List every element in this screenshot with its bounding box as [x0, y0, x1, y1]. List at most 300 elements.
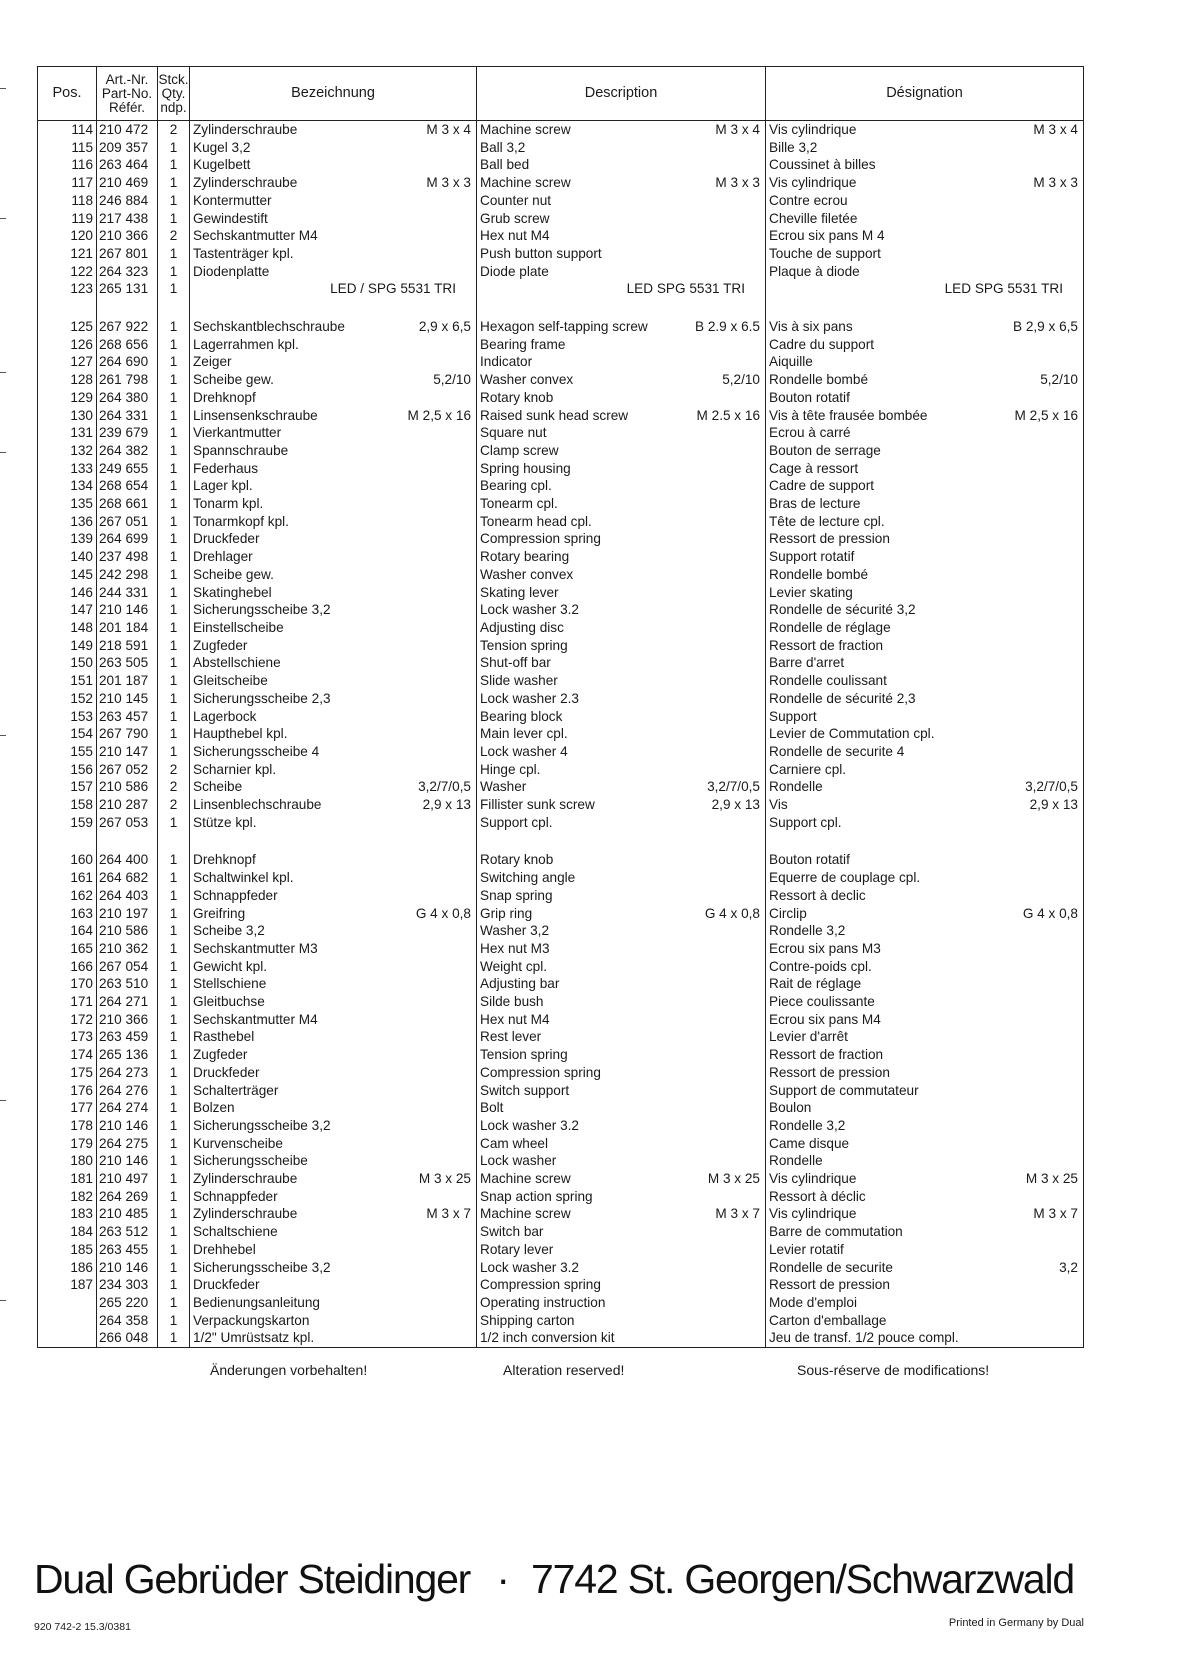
spec-en	[754, 530, 760, 548]
pos-cell	[38, 1294, 97, 1312]
pos-cell: 146	[38, 584, 97, 602]
description-en-cell	[477, 1294, 766, 1312]
description-de: Zylinderschraube	[193, 122, 298, 137]
description-en-cell	[477, 424, 766, 442]
description-en-wrap	[477, 263, 765, 281]
description-fr-wrap	[766, 958, 1083, 976]
description-de-wrap	[190, 1028, 476, 1046]
description-fr: Rondelle	[769, 779, 823, 795]
description-de-cell	[190, 139, 477, 157]
description-fr-cell	[766, 887, 1084, 905]
spec-fr	[1072, 1117, 1078, 1135]
description-de-wrap	[190, 1046, 476, 1064]
description-fr-wrap	[766, 690, 1083, 708]
qty-cell: 1	[158, 887, 190, 905]
description-fr: Support de commutateur	[769, 1082, 919, 1098]
description-de-cell	[190, 654, 477, 672]
description-en: Switch support	[480, 1082, 570, 1098]
part-number-cell: 210 472	[97, 121, 158, 139]
col-header-art-en: Part-No.	[101, 85, 153, 101]
description-de: Scheibe	[193, 779, 243, 795]
description-fr-cell	[766, 601, 1084, 619]
spec-en	[754, 1329, 760, 1347]
margin-mark	[0, 735, 6, 736]
row-spacer	[38, 831, 1084, 851]
description-de-wrap	[190, 940, 476, 958]
description-de-wrap	[190, 1223, 476, 1241]
qty-cell: 1	[158, 690, 190, 708]
pos-cell: 114	[38, 121, 97, 139]
part-number-cell: 264 323	[97, 263, 158, 281]
qty-cell: 1	[158, 139, 190, 157]
spec-de	[465, 1241, 471, 1259]
description-en-wrap	[477, 1205, 765, 1223]
col-header-art	[97, 67, 158, 121]
description-fr-cell	[766, 690, 1084, 708]
spec-en	[754, 566, 760, 584]
description-fr-cell	[766, 1152, 1084, 1170]
description-fr-cell	[766, 371, 1084, 389]
description-en: Grub screw	[480, 210, 550, 226]
description-en-cell	[477, 371, 766, 389]
spec-fr: M 3 x 3	[1033, 175, 1078, 191]
qty-cell: 1	[158, 1329, 190, 1347]
description-de-wrap	[190, 548, 476, 566]
spacer-cell	[766, 298, 1084, 318]
table-row	[38, 601, 1084, 619]
qty-cell: 1	[158, 1188, 190, 1206]
pos-cell: 166	[38, 958, 97, 976]
part-number-cell: 263 459	[97, 1028, 158, 1046]
pos-cell: 129	[38, 389, 97, 407]
description-en-cell	[477, 336, 766, 354]
description-de: Stütze kpl.	[193, 814, 257, 830]
table-row	[38, 654, 1084, 672]
qty-cell: 1	[158, 548, 190, 566]
table-row	[38, 495, 1084, 513]
description-fr: Vis cylindrique	[769, 175, 857, 191]
pos-cell: 131	[38, 424, 97, 442]
spec-en	[754, 424, 760, 442]
part-number-cell: 263 505	[97, 654, 158, 672]
description-en-wrap	[477, 975, 765, 993]
description-en: Lock washer 3.2	[480, 602, 579, 618]
spec-fr	[1072, 1188, 1078, 1206]
description-fr: Ressort de pression	[769, 1064, 890, 1080]
description-fr-wrap	[766, 156, 1083, 174]
qty-cell: 1	[158, 905, 190, 923]
description-de-cell	[190, 851, 477, 869]
description-en-wrap	[477, 1135, 765, 1153]
table-row	[38, 548, 1084, 566]
description-de-cell	[190, 958, 477, 976]
description-de-wrap	[190, 796, 476, 814]
description-de-cell	[190, 1188, 477, 1206]
description-fr-wrap	[766, 778, 1083, 796]
description-en-wrap	[477, 424, 765, 442]
qty-cell: 1	[158, 1223, 190, 1241]
description-de-cell	[190, 869, 477, 887]
pos-cell: 164	[38, 922, 97, 940]
spec-de	[465, 389, 471, 407]
spec-de: 2,9 x 6,5	[418, 319, 471, 335]
description-de-cell	[190, 353, 477, 371]
spec-fr	[1072, 336, 1078, 354]
qty-cell: 1	[158, 743, 190, 761]
description-en-cell	[477, 993, 766, 1011]
description-de-cell	[190, 778, 477, 796]
description-fr-wrap	[766, 245, 1083, 263]
description-en-cell	[477, 1223, 766, 1241]
description-en: Skating lever	[480, 584, 559, 600]
description-de-wrap	[190, 336, 476, 354]
description-fr-cell	[766, 1312, 1084, 1330]
description-en: Snap spring	[480, 887, 553, 903]
spec-de	[465, 1294, 471, 1312]
description-fr-cell	[766, 1223, 1084, 1241]
spec-de: M 3 x 4	[426, 122, 471, 137]
table-row	[38, 1294, 1084, 1312]
description-de-cell	[190, 513, 477, 531]
document-number: 920 742-2 15.3/0381	[34, 1621, 131, 1633]
description-de: Bedienungsanleitung	[193, 1295, 320, 1310]
qty-cell: 1	[158, 654, 190, 672]
description-fr-wrap	[766, 513, 1083, 531]
spec-de	[465, 442, 471, 460]
spec-de	[465, 1046, 471, 1064]
company-line	[34, 1556, 1074, 1603]
pos-cell: 136	[38, 513, 97, 531]
description-fr-wrap	[766, 174, 1083, 192]
qty-cell: 1	[158, 1135, 190, 1153]
description-de-cell	[190, 1223, 477, 1241]
description-en: Tension spring	[480, 637, 568, 653]
spec-fr	[1072, 548, 1078, 566]
spec-en	[754, 1011, 760, 1029]
description-de-cell	[190, 940, 477, 958]
description-fr: Ressort de pression	[769, 531, 890, 547]
description-de: Druckfeder	[193, 1064, 260, 1080]
description-de-wrap	[190, 905, 476, 923]
description-fr-cell	[766, 637, 1084, 655]
description-en-wrap	[477, 1276, 765, 1294]
part-number-cell: 264 380	[97, 389, 158, 407]
description-de-wrap	[190, 869, 476, 887]
description-en: Washer convex	[480, 566, 574, 582]
pos-cell: 181	[38, 1170, 97, 1188]
spec-de	[465, 922, 471, 940]
pos-cell: 171	[38, 993, 97, 1011]
description-fr-cell	[766, 513, 1084, 531]
description-de-wrap	[190, 1329, 476, 1347]
spec-de	[465, 530, 471, 548]
table-row	[38, 619, 1084, 637]
description-en-cell	[477, 1046, 766, 1064]
spec-en	[754, 513, 760, 531]
description-fr: Rondelle bombé	[769, 372, 868, 388]
qty-cell: 1	[158, 1312, 190, 1330]
spec-en	[754, 460, 760, 478]
part-number-cell: 210 287	[97, 796, 158, 814]
part-number-cell: 264 269	[97, 1188, 158, 1206]
spec-en	[754, 1188, 760, 1206]
table-row	[38, 1170, 1084, 1188]
description-de: Schnappfeder	[193, 887, 278, 903]
description-fr-cell	[766, 1028, 1084, 1046]
spec-fr	[1072, 1011, 1078, 1029]
description-en-cell	[477, 227, 766, 245]
description-en-cell	[477, 690, 766, 708]
description-fr-cell	[766, 460, 1084, 478]
description-fr-cell	[766, 280, 1084, 298]
description-en: Weight cpl.	[480, 958, 547, 974]
description-de: Kugel 3,2	[193, 139, 251, 155]
description-de-wrap	[190, 121, 476, 139]
description-en: Square nut	[480, 425, 547, 441]
description-de: Drehlager	[193, 549, 253, 565]
spec-fr: 2,9 x 13	[1029, 797, 1078, 813]
description-fr-wrap	[766, 654, 1083, 672]
part-number-cell: 267 054	[97, 958, 158, 976]
pos-cell: 165	[38, 940, 97, 958]
spec-fr	[1072, 477, 1078, 495]
spec-fr: M 3 x 4	[1033, 122, 1078, 137]
qty-cell: 1	[158, 336, 190, 354]
description-fr-cell	[766, 672, 1084, 690]
description-en: Bearing frame	[480, 336, 566, 352]
description-en: Machine screw	[480, 122, 571, 137]
part-number-cell: 234 303	[97, 1276, 158, 1294]
part-number-cell: 242 298	[97, 566, 158, 584]
part-number-cell: 210 197	[97, 905, 158, 923]
description-fr-cell	[766, 1205, 1084, 1223]
spec-de	[465, 993, 471, 1011]
description-de: Sechskantmutter M4	[193, 1011, 318, 1027]
spec-en	[754, 619, 760, 637]
description-de-wrap	[190, 1064, 476, 1082]
description-de-wrap	[190, 530, 476, 548]
description-de-cell	[190, 1082, 477, 1100]
pos-cell: 161	[38, 869, 97, 887]
part-number-cell: 267 052	[97, 761, 158, 779]
description-en-wrap	[477, 210, 765, 228]
description-de-wrap	[190, 725, 476, 743]
table-row	[38, 725, 1084, 743]
description-de: Bolzen	[193, 1100, 235, 1116]
part-number-cell: 264 699	[97, 530, 158, 548]
qty-cell: 1	[158, 1082, 190, 1100]
description-de: Scharnier kpl.	[193, 761, 277, 777]
spec-de	[465, 566, 471, 584]
description-de: Lagerbock	[193, 708, 257, 724]
description-en-cell	[477, 121, 766, 139]
description-fr: Barre de commutation	[769, 1224, 903, 1240]
description-de-cell	[190, 1135, 477, 1153]
description-fr-wrap	[766, 708, 1083, 726]
qty-cell: 1	[158, 424, 190, 442]
spec-de: 5,2/10	[433, 372, 471, 388]
description-en-cell	[477, 869, 766, 887]
description-fr-wrap	[766, 887, 1083, 905]
description-fr-cell	[766, 1259, 1084, 1277]
description-en-cell	[477, 905, 766, 923]
spec-de: G 4 x 0,8	[415, 905, 471, 921]
pos-cell: 135	[38, 495, 97, 513]
description-de-cell	[190, 672, 477, 690]
description-fr: Rondelle de sécurité 2,3	[769, 690, 916, 706]
description-de-cell	[190, 566, 477, 584]
description-en-cell	[477, 1259, 766, 1277]
table-row	[38, 477, 1084, 495]
description-fr-cell	[766, 566, 1084, 584]
pos-cell	[38, 1312, 97, 1330]
description-fr-wrap	[766, 1011, 1083, 1029]
description-fr: Mode d'emploi	[769, 1295, 857, 1310]
description-de-cell	[190, 1046, 477, 1064]
description-fr-cell	[766, 318, 1084, 336]
description-fr-wrap	[766, 905, 1083, 923]
description-de: Kugelbett	[193, 157, 251, 173]
description-de-wrap	[190, 1205, 476, 1223]
description-en-cell	[477, 280, 766, 298]
description-de: Scheibe gew.	[193, 372, 274, 388]
description-fr-wrap	[766, 814, 1083, 832]
spec-en	[754, 353, 760, 371]
description-de: Stellschiene	[193, 976, 267, 992]
description-de-cell	[190, 796, 477, 814]
description-fr-cell	[766, 743, 1084, 761]
margin-mark	[0, 88, 6, 89]
description-fr-wrap	[766, 940, 1083, 958]
table-row	[38, 690, 1084, 708]
description-en-cell	[477, 1099, 766, 1117]
part-number-cell: 210 366	[97, 1011, 158, 1029]
table-row	[38, 905, 1084, 923]
description-de-cell	[190, 1329, 477, 1347]
description-de-wrap	[190, 1241, 476, 1259]
table-row	[38, 814, 1084, 832]
description-fr-wrap	[766, 121, 1083, 139]
spec-en	[754, 389, 760, 407]
description-fr-wrap	[766, 637, 1083, 655]
description-en-cell	[477, 477, 766, 495]
printed-note: Printed in Germany by Dual	[948, 1617, 1084, 1629]
description-de-cell	[190, 210, 477, 228]
description-de: Kontermutter	[193, 192, 272, 208]
description-de-wrap	[190, 227, 476, 245]
description-en: Machine screw	[480, 1171, 571, 1187]
spacer-cell	[158, 298, 190, 318]
table-row	[38, 192, 1084, 210]
pos-cell: 159	[38, 814, 97, 832]
qty-cell: 1	[158, 814, 190, 832]
description-en: Bearing block	[480, 708, 563, 724]
description-en: Lock washer 2.3	[480, 690, 579, 706]
description-en: Rotary bearing	[480, 549, 570, 565]
spec-en	[754, 1259, 760, 1277]
table-header-row	[38, 67, 1084, 121]
description-en-cell	[477, 1312, 766, 1330]
spec-en	[754, 958, 760, 976]
description-en-wrap	[477, 1099, 765, 1117]
description-en-cell	[477, 1064, 766, 1082]
description-en-cell	[477, 530, 766, 548]
qty-cell: 2	[158, 778, 190, 796]
spec-fr	[1072, 619, 1078, 637]
description-en-wrap	[477, 1188, 765, 1206]
description-en-wrap	[477, 513, 765, 531]
description-en: Switching angle	[480, 870, 576, 886]
description-de: Abstellschiene	[193, 655, 281, 671]
description-de-wrap	[190, 654, 476, 672]
description-en-cell	[477, 887, 766, 905]
description-de-cell	[190, 584, 477, 602]
description-de-cell	[190, 389, 477, 407]
description-en-cell	[477, 975, 766, 993]
spec-fr	[1072, 1064, 1078, 1082]
table-row	[38, 318, 1084, 336]
description-en-cell	[477, 263, 766, 281]
spec-fr	[1072, 743, 1078, 761]
spec-de	[465, 672, 471, 690]
table-row	[38, 975, 1084, 993]
spec-de	[465, 690, 471, 708]
description-en: Hexagon self-tapping screw	[480, 319, 648, 335]
description-en-wrap	[477, 869, 765, 887]
part-number-cell: 210 146	[97, 1259, 158, 1277]
qty-cell: 1	[158, 1099, 190, 1117]
table-row	[38, 1064, 1084, 1082]
qty-cell: 1	[158, 174, 190, 192]
description-fr-cell	[766, 654, 1084, 672]
col-header-qty-fr: ndp.	[160, 99, 187, 115]
description-de: Zeiger	[193, 354, 232, 370]
description-en-wrap	[477, 1011, 765, 1029]
qty-cell: 2	[158, 121, 190, 139]
description-en: Snap action spring	[480, 1188, 593, 1204]
pos-cell: 118	[38, 192, 97, 210]
pos-cell: 120	[38, 227, 97, 245]
qty-cell: 1	[158, 708, 190, 726]
description-fr-cell	[766, 940, 1084, 958]
description-fr-cell	[766, 1064, 1084, 1082]
description-de: Sicherungsscheibe 2,3	[193, 690, 331, 706]
spec-de	[465, 975, 471, 993]
description-fr-cell	[766, 761, 1084, 779]
description-fr: Rondelle 3,2	[769, 923, 846, 939]
description-fr: Boulon	[769, 1100, 812, 1116]
spec-de	[465, 139, 471, 157]
pos-cell: 116	[38, 156, 97, 174]
description-de-cell	[190, 280, 477, 298]
description-de-cell	[190, 192, 477, 210]
description-fr-wrap	[766, 975, 1083, 993]
description-fr-wrap	[766, 1117, 1083, 1135]
description-fr: Ressort de pression	[769, 1277, 890, 1293]
description-fr-cell	[766, 993, 1084, 1011]
description-fr-wrap	[766, 601, 1083, 619]
spec-en	[754, 725, 760, 743]
description-de-wrap	[190, 442, 476, 460]
description-fr-cell	[766, 922, 1084, 940]
spec-de	[465, 1135, 471, 1153]
spec-en	[754, 1294, 760, 1312]
description-de: Greifring	[193, 905, 246, 921]
description-en: Tension spring	[480, 1047, 568, 1063]
spec-de	[465, 743, 471, 761]
description-en-cell	[477, 778, 766, 796]
description-fr-cell	[766, 869, 1084, 887]
